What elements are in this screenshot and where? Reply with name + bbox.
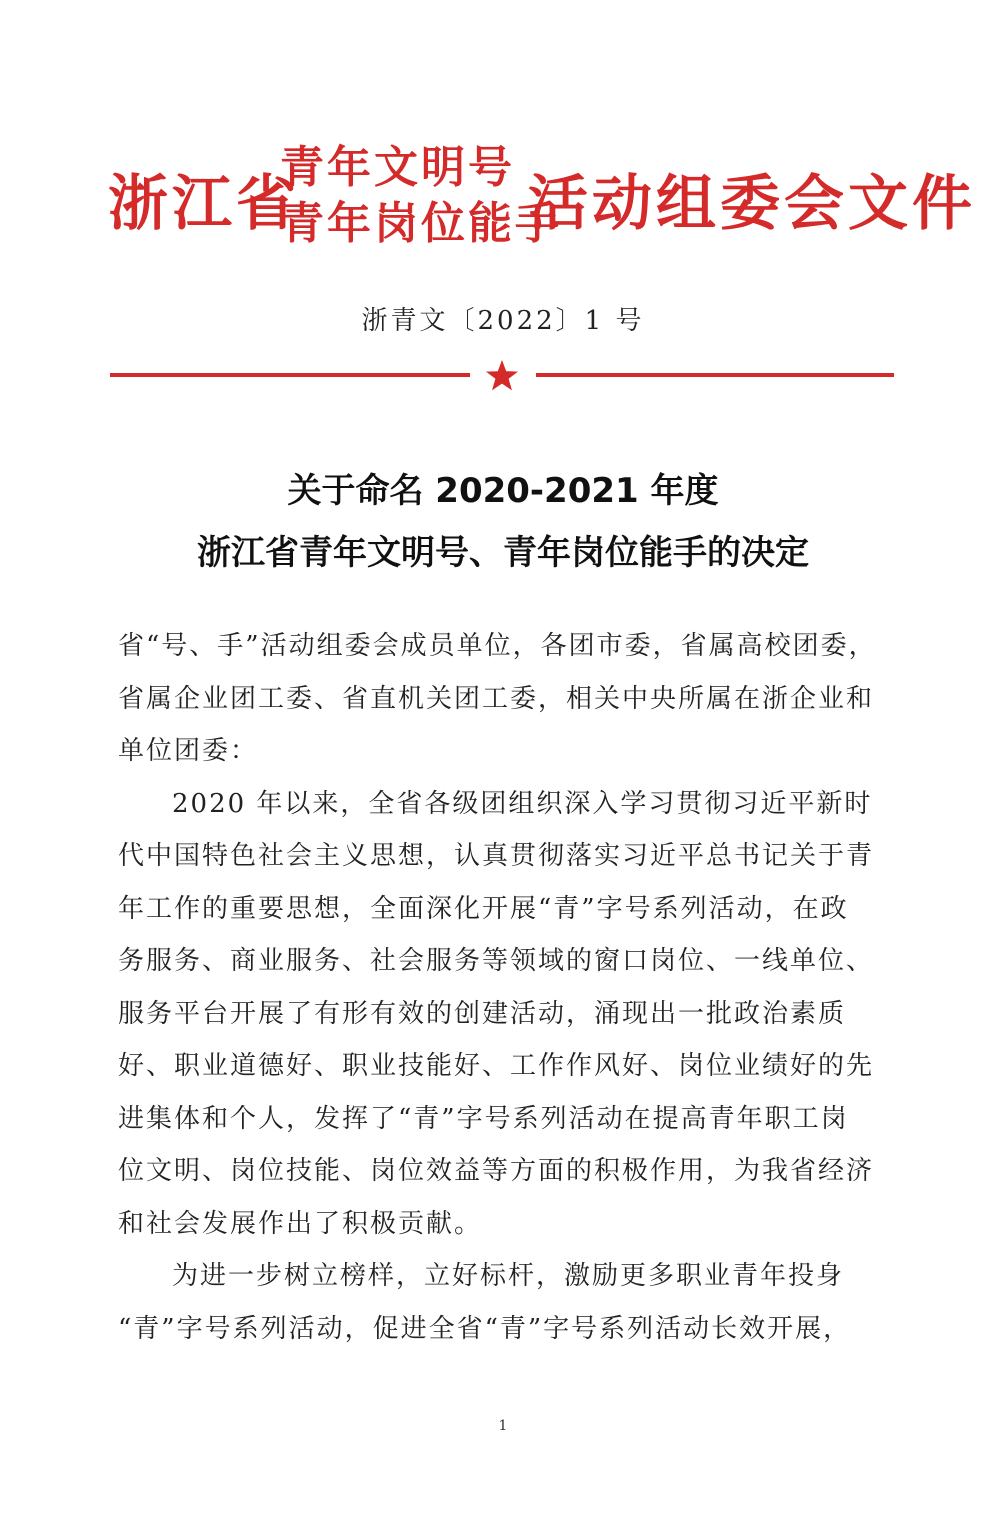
document-title	[0, 460, 1006, 584]
text-line: 好、职业道德好、职业技能好、工作作风好、岗位业绩好的先	[118, 1051, 875, 1081]
masthead-province: 浙江省	[108, 169, 300, 239]
red-rule-left	[110, 373, 470, 377]
title-line-2: 浙江省青年文明号、青年岗位能手的决定	[197, 533, 809, 573]
masthead-committee: 活动组委会文件	[528, 169, 976, 239]
title-line-1: 关于命名 2020-2021 年度	[287, 471, 719, 511]
text-line: 省“号、手”活动组委会成员单位，各团市委，省属高校团委，	[118, 631, 877, 661]
text-line: “青”字号系列活动，促进全省“青”字号系列活动长效开展，	[118, 1313, 852, 1344]
text-line: 2020 年以来，全省各级团组织深入学习贯彻习近平新时	[172, 788, 873, 819]
masthead-middle-top: 青年文明号	[280, 142, 515, 193]
text-line: 务服务、商业服务、社会服务等领域的窗口岗位、一线单位、	[118, 946, 875, 976]
text-line: 和社会发展作出了积极贡献。	[118, 1208, 483, 1239]
text-line: 进集体和个人，发挥了“青”字号系列活动在提高青年职工岗	[118, 1103, 849, 1134]
text-line: 服务平台开展了有形有效的创建活动，涌现出一批政治素质	[118, 998, 847, 1029]
text-line: 年工作的重要思想，全面深化开展“青”字号系列活动，在政	[118, 893, 849, 924]
red-star-icon	[484, 358, 520, 394]
red-rule-right	[536, 373, 894, 377]
page-number: 1	[498, 1418, 508, 1434]
red-masthead	[0, 140, 1006, 265]
document-body	[118, 620, 890, 1355]
text-line: 代中国特色社会主义思想，认真贯彻落实习近平总书记关于青	[118, 841, 875, 871]
text-line: 为进一步树立榜样，立好标杆，激励更多职业青年投身	[172, 1261, 845, 1291]
masthead-middle-bottom: 青年岗位能手	[280, 198, 562, 249]
masthead-middle	[280, 140, 562, 252]
text-line: 省属企业团工委、省直机关团工委，相关中央所属在浙企业和	[118, 683, 875, 714]
text-line: 单位团委：	[118, 736, 259, 766]
text-line: 位文明、岗位技能、岗位效益等方面的积极作用，为我省经济	[118, 1156, 875, 1186]
document-number: 浙青文〔2022〕1 号	[361, 306, 645, 336]
